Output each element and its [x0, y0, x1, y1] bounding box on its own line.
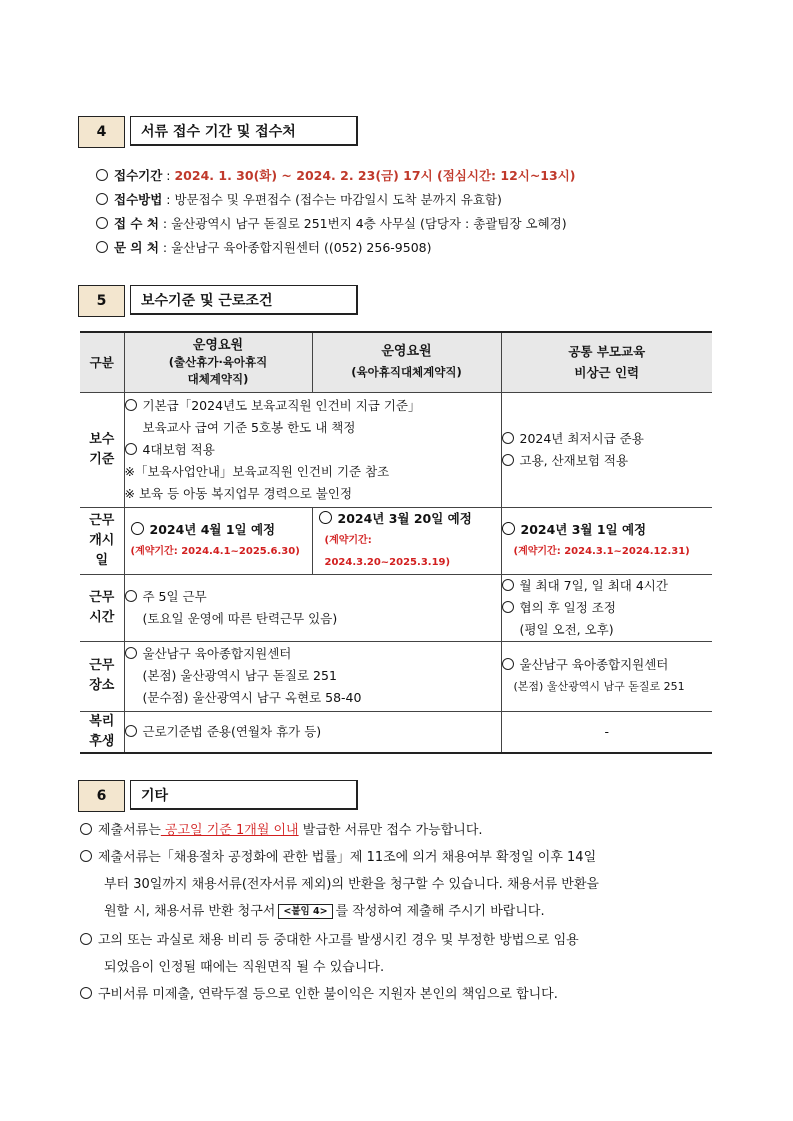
section-number: 6	[78, 780, 125, 812]
notice-3: 고의 또는 과실로 채용 비리 등 중대한 사고를 발생시킨 경우 및 부정한 방법으로 임용 되었음이 인정될 때에는 직원면직 될 수 있습니다.	[80, 927, 720, 981]
circle-bullet-icon	[96, 241, 108, 253]
circle-bullet-icon	[502, 432, 514, 444]
circle-bullet-icon	[502, 522, 515, 535]
section-number: 5	[78, 285, 125, 317]
section-title: 서류 접수 기간 및 접수처	[130, 116, 358, 146]
circle-bullet-icon	[502, 579, 514, 591]
notice-4: 구비서류 미제출, 연락두절 등으로 인한 불이익은 지원자 본인의 책임으로 합니다.	[80, 981, 720, 1008]
table-row-place	[80, 641, 712, 711]
row-label: 복리 후생	[80, 711, 124, 753]
table-header-row	[80, 332, 712, 392]
work-place-cell: 울산남구 육아종합지원센터 (본점) 울산광역시 남구 돋질로 251 (문수점) 울산광역시 남구 옥현로 58-40	[124, 641, 501, 711]
header-col3: 공통 부모교육 비상근 인력	[501, 332, 712, 392]
application-method: 접수방법 : 방문접수 및 우편접수 (접수는 마감일시 도착 분까지 유효함)	[96, 190, 502, 208]
header-category: 구분	[80, 332, 124, 392]
table-row-hours	[80, 574, 712, 641]
pay-standard-common-cell: 2024년 최저시급 준용 고용, 산재보험 적용	[501, 392, 712, 507]
start-date-col3: 2024년 3월 1일 예정 (계약기간: 2024.3.1~2024.12.31)	[501, 507, 712, 574]
notice-1: 제출서류는 공고일 기준 1개월 이내 발급한 서류만 접수 가능합니다.	[80, 817, 720, 844]
circle-bullet-icon	[80, 850, 92, 862]
circle-bullet-icon	[96, 169, 108, 181]
circle-bullet-icon	[125, 725, 137, 737]
circle-bullet-icon	[131, 522, 144, 535]
attachment-tag: <붙임 4>	[278, 904, 332, 919]
application-period: 접수기간 : 2024. 1. 30(화) ~ 2024. 2. 23(금) 17시 (점심시간: 12시~13시)	[96, 166, 576, 184]
work-hours-cell: 주 5일 근무 (토요일 운영에 따른 탄력근무 있음)	[124, 574, 501, 641]
circle-bullet-icon	[502, 601, 514, 613]
section-title: 보수기준 및 근로조건	[130, 285, 358, 315]
welfare-cell: 근로기준법 준용(연월차 휴가 등)	[124, 711, 501, 753]
circle-bullet-icon	[80, 823, 92, 835]
start-date-col2: 2024년 3월 20일 예정 (계약기간: 2024.3.20~2025.3.19)	[312, 507, 501, 574]
welfare-common-cell: -	[501, 711, 712, 753]
table-row-pay	[80, 392, 712, 507]
notice-2: 제출서류는「채용절차 공정화에 관한 법률」제 11조에 의거 채용여부 확정일 이후 14일 부터 30일까지 채용서류(전자서류 제외)의 반환을 청구할 수 있습니다. 채용서류 반환을 원할 시, 채용서류 반환 청구서 <붙임 4> 를 작성하여 제출해 주시기 바랍니다.	[80, 844, 720, 925]
pay-standard-cell: 기본급「2024년도 보육교직원 인건비 지급 기준」 보육교사 급여 기준 5호봉 한도 내 책정 4대보험 적용 ※「보육사업안내」보육교직원 인건비 기준 참조 ※ 보육 등 아동 복지업무 경력으로 불인정	[124, 392, 501, 507]
header-col1: 운영요원 (출산휴가·육아휴직 대체계약직)	[124, 332, 312, 392]
circle-bullet-icon	[125, 590, 137, 602]
circle-bullet-icon	[96, 217, 108, 229]
circle-bullet-icon	[80, 987, 92, 999]
circle-bullet-icon	[125, 443, 137, 455]
section-number: 4	[78, 116, 125, 148]
inquiry: 문 의 처 : 울산남구 육아종합지원센터 ((052) 256-9508)	[96, 238, 431, 256]
circle-bullet-icon	[502, 454, 514, 466]
work-place-common-cell: 울산남구 육아종합지원센터 (본점) 울산광역시 남구 돋질로 251	[501, 641, 712, 711]
circle-bullet-icon	[125, 647, 137, 659]
circle-bullet-icon	[319, 511, 332, 524]
application-place: 접 수 처 : 울산광역시 남구 돋질로 251번지 4층 사무실 (담당자 : 총괄팀장 오혜경)	[96, 214, 567, 232]
circle-bullet-icon	[96, 193, 108, 205]
circle-bullet-icon	[125, 399, 137, 411]
row-label: 근무 개시 일	[80, 507, 124, 574]
section-title: 기타	[130, 780, 358, 810]
row-label: 근무 장소	[80, 641, 124, 711]
table-row-welfare	[80, 711, 712, 753]
circle-bullet-icon	[502, 658, 514, 670]
circle-bullet-icon	[80, 933, 92, 945]
row-label: 근무 시간	[80, 574, 124, 641]
compensation-table	[80, 331, 712, 754]
work-hours-common-cell: 월 최대 7일, 일 최대 4시간 협의 후 일정 조정 (평일 오전, 오후)	[501, 574, 712, 641]
table-row-start	[80, 507, 712, 574]
row-label: 보수 기준	[80, 392, 124, 507]
start-date-col1: 2024년 4월 1일 예정 (계약기간: 2024.4.1~2025.6.30)	[124, 507, 312, 574]
header-col2: 운영요원 (육아휴직대체계약직)	[312, 332, 501, 392]
